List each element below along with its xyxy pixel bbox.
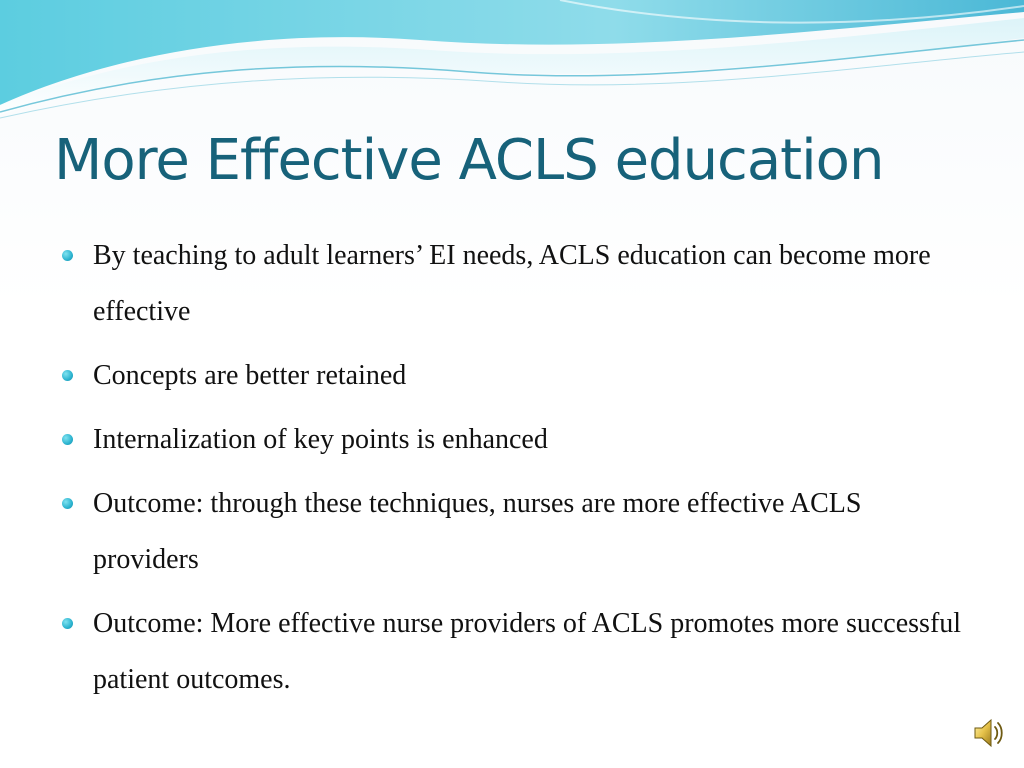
bullet-list [62,228,962,716]
bullet-text: Concepts are better retained [93,360,407,391]
list-item [62,348,962,404]
bullet-text: Internalization of key points is enhanced [93,424,548,455]
bullet-text: Outcome: More effective nurse providers of ACLS promotes more successful patient outcomes. [93,608,962,695]
bullet-text: By teaching to adult learners’ EI needs, ACLS education can become more effective [93,240,931,327]
list-item [62,228,962,340]
circle-bullet-icon [62,370,73,381]
circle-bullet-icon [62,618,73,629]
header-wave-decoration [0,0,1024,130]
speaker-icon[interactable] [972,716,1006,750]
circle-bullet-icon [62,250,73,261]
slide-title: More Effective ACLS education [54,128,884,193]
list-item [62,596,962,708]
bullet-text: Outcome: through these techniques, nurses are more effective ACLS providers [93,488,862,575]
list-item [62,412,962,468]
circle-bullet-icon [62,434,73,445]
circle-bullet-icon [62,498,73,509]
list-item [62,476,962,588]
